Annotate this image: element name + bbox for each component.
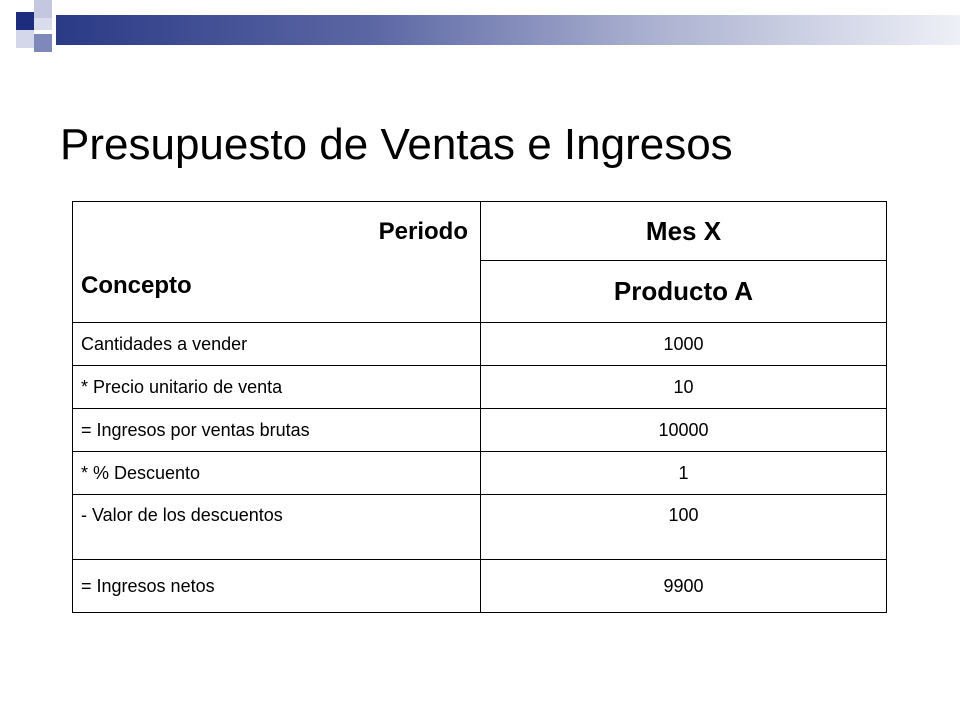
row-label: - Valor de los descuentos xyxy=(73,495,481,560)
table-row xyxy=(73,495,887,560)
header-concepto: Concepto xyxy=(81,272,192,299)
decor-square xyxy=(16,12,34,30)
row-value: 10 xyxy=(481,366,887,409)
budget-table xyxy=(72,201,887,613)
header-mes: Mes X xyxy=(481,202,887,261)
row-value: 100 xyxy=(481,495,887,560)
table-row xyxy=(73,409,887,452)
header-band xyxy=(56,15,960,45)
row-label: * % Descuento xyxy=(73,452,481,495)
row-label: = Ingresos netos xyxy=(73,560,481,613)
header-producto: Producto A xyxy=(481,261,887,323)
row-value: 9900 xyxy=(481,560,887,613)
row-label: * Precio unitario de venta xyxy=(73,366,481,409)
slide-title: Presupuesto de Ventas e Ingresos xyxy=(60,120,733,170)
table-row xyxy=(73,560,887,613)
table-row xyxy=(73,452,887,495)
row-value: 1 xyxy=(481,452,887,495)
header-periodo: Periodo xyxy=(378,218,468,245)
row-value: 10000 xyxy=(481,409,887,452)
row-label: Cantidades a vender xyxy=(73,323,481,366)
table-row xyxy=(73,323,887,366)
row-label: = Ingresos por ventas brutas xyxy=(73,409,481,452)
decor-square xyxy=(16,30,34,48)
row-value: 1000 xyxy=(481,323,887,366)
decor-square xyxy=(34,0,52,18)
decor-square xyxy=(34,18,52,30)
table-row xyxy=(73,366,887,409)
header-corner-cell xyxy=(73,202,481,323)
decor-square xyxy=(34,34,52,52)
